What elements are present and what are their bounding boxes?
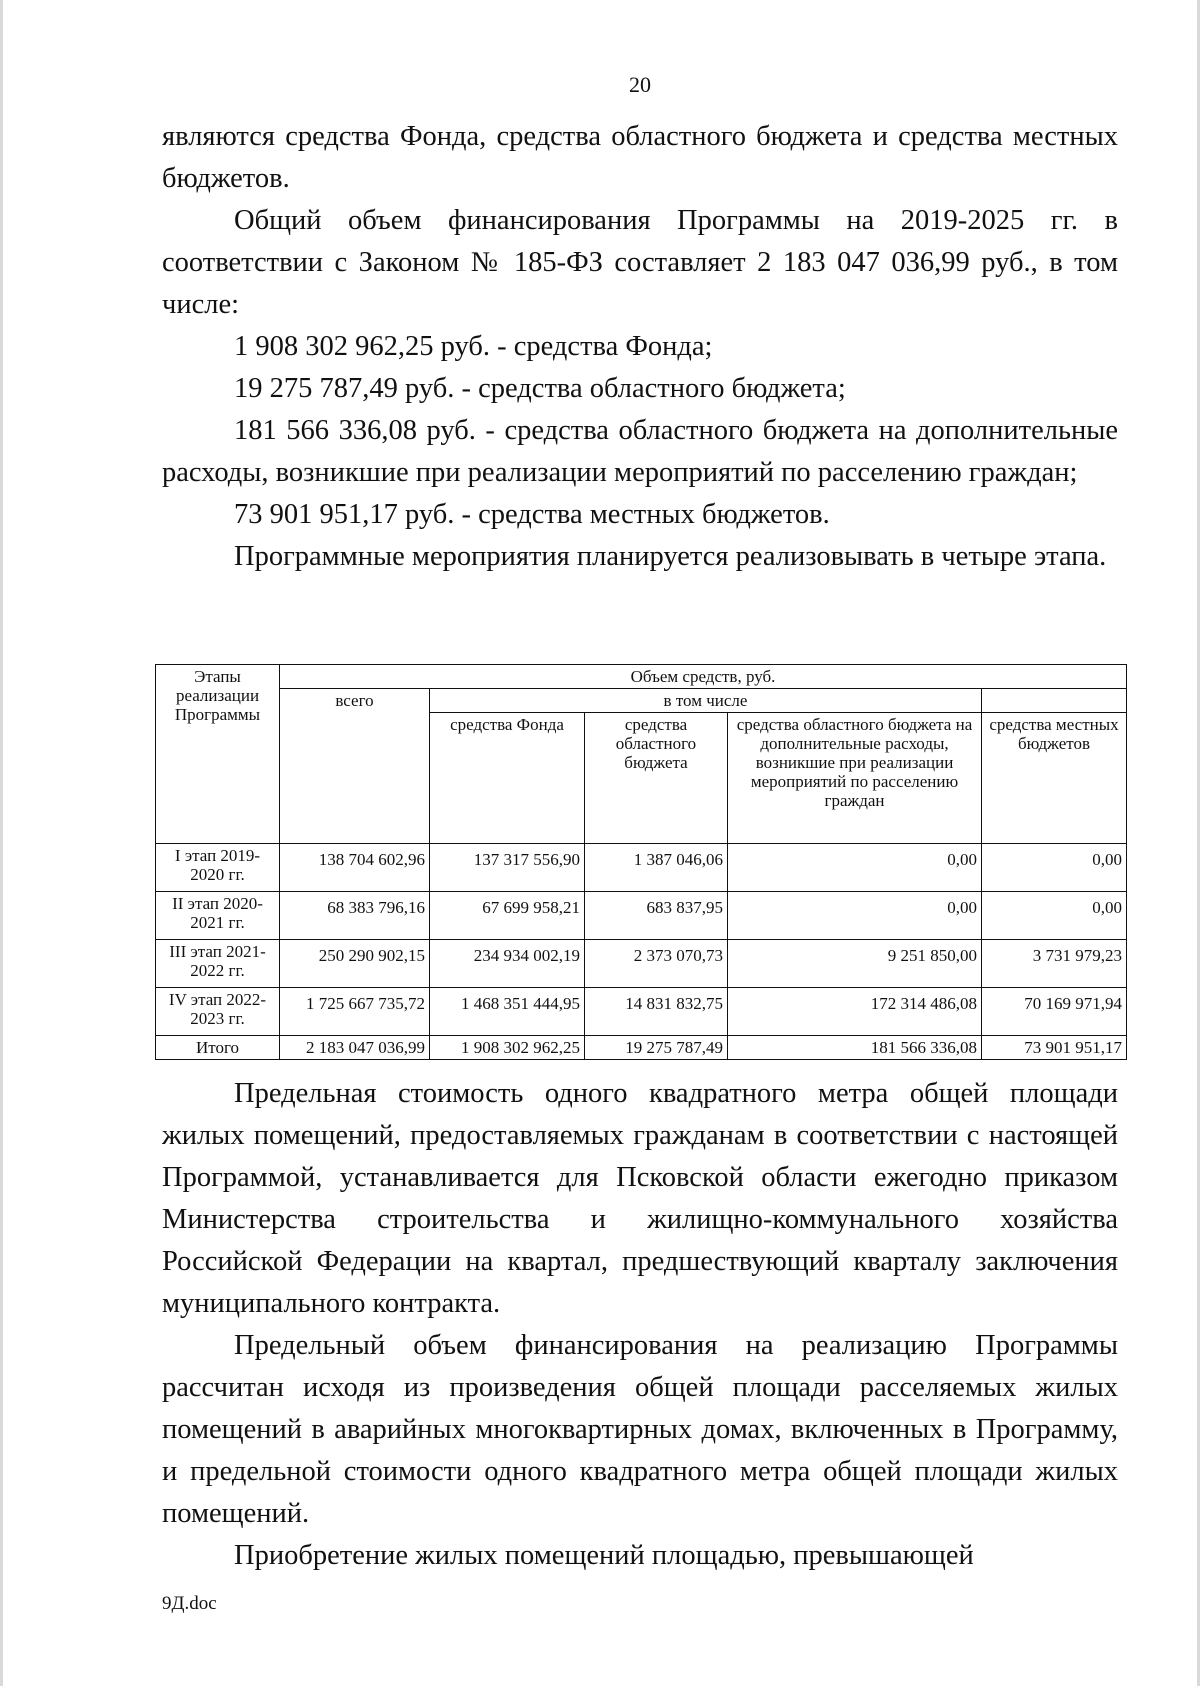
table-row (156, 844, 1127, 892)
paragraph: Общий объем финансирования Программы на 2019-2025 гг. в соответствии с Законом № 185-ФЗ составляет 2 183 047 036,99 руб., в том числе: (162, 205, 1118, 320)
amount-cell: 181 566 336,08 (728, 1036, 982, 1060)
paragraph: 19 275 787,49 руб. - средства областного бюджета; (234, 373, 846, 404)
including-header: в том числе (430, 689, 982, 713)
column-header: средства местных бюджетов (982, 713, 1127, 844)
column-header: средства Фонда (430, 713, 585, 844)
stage-cell: II этап 2020-2021 гг. (156, 892, 280, 940)
amount-cell: 0,00 (982, 892, 1127, 940)
amount-cell: 19 275 787,49 (585, 1036, 728, 1060)
scan-edge-left (0, 0, 3, 1686)
column-header: средства областного бюджета (585, 713, 728, 844)
amount-cell: 2 183 047 036,99 (280, 1036, 430, 1060)
amount-cell: 137 317 556,90 (430, 844, 585, 892)
amount-cell: 138 704 602,96 (280, 844, 430, 892)
stage-cell: Итого (156, 1036, 280, 1060)
amount-cell: 1 468 351 444,95 (430, 988, 585, 1036)
table-row (156, 988, 1127, 1036)
funding-stages-table (155, 664, 1127, 1060)
page-number: 20 (629, 72, 651, 97)
paragraph: 181 566 336,08 руб. - средства областного бюджета на дополнительные расходы, возникшие при реализации мероприятий по расселению граждан; (162, 415, 1118, 488)
stage-cell: I этап 2019-2020 гг. (156, 844, 280, 892)
body-text-bottom (162, 1073, 1118, 1577)
table-header-row (156, 689, 1127, 713)
table-total-row (156, 1036, 1127, 1060)
amount-cell: 1 387 046,06 (585, 844, 728, 892)
amount-cell: 68 383 796,16 (280, 892, 430, 940)
amount-cell: 70 169 971,94 (982, 988, 1127, 1036)
empty-header-cell (982, 689, 1127, 713)
amount-cell: 1 908 302 962,25 (430, 1036, 585, 1060)
amount-cell: 1 725 667 735,72 (280, 988, 430, 1036)
paragraph: Предельный объем финансирования на реализацию Программы рассчитан исходя из произведения общей площади расселяемых жилых помещений в аварийных многоквартирных домах, включенных в Программу, и предельной стоимости одного квадратного метра общей площади жилых помещений. (162, 1330, 1118, 1529)
column-header: средства областного бюджета на дополнительные расходы, возникшие при реализации мероприятий по расселению граждан (728, 713, 982, 844)
amount-cell: 2 373 070,73 (585, 940, 728, 988)
stage-cell: III этап 2021-2022 гг. (156, 940, 280, 988)
amount-cell: 14 831 832,75 (585, 988, 728, 1036)
paragraph: являются средства Фонда, средства областного бюджета и средства местных бюджетов. (162, 121, 1118, 194)
stage-header: Этапы реализации Программы (156, 665, 280, 844)
footer-filename: 9Д.doc (162, 1593, 217, 1614)
table-row (156, 940, 1127, 988)
amount-cell: 234 934 002,19 (430, 940, 585, 988)
amount-cell: 67 699 958,21 (430, 892, 585, 940)
paragraph: Предельная стоимость одного квадратного метра общей площади жилых помещений, предоставляемых гражданам в соответствии с настоящей Программой, устанавливается для Псковской области ежегодно приказом Министерства строительства и жилищно-коммунального хозяйства Российской Федерации на квартал, предшествующий кварталу заключения муниципального контракта. (162, 1078, 1118, 1319)
amount-cell: 250 290 902,15 (280, 940, 430, 988)
total-header: всего (280, 689, 430, 844)
paragraph: Программные мероприятия планируется реализовывать в четыре этапа. (234, 541, 1107, 572)
paragraph: Приобретение жилых помещений площадью, превышающей (234, 1540, 974, 1571)
table-body (156, 844, 1127, 1060)
amount-cell: 9 251 850,00 (728, 940, 982, 988)
paragraph: 73 901 951,17 руб. - средства местных бюджетов. (234, 499, 830, 530)
paragraph: 1 908 302 962,25 руб. - средства Фонда; (234, 331, 713, 362)
amount-cell: 0,00 (728, 892, 982, 940)
body-text-top (162, 116, 1118, 578)
table-row (156, 892, 1127, 940)
amount-cell: 73 901 951,17 (982, 1036, 1127, 1060)
stage-cell: IV этап 2022-2023 гг. (156, 988, 280, 1036)
table-header-row (156, 665, 1127, 689)
amount-cell: 3 731 979,23 (982, 940, 1127, 988)
amount-cell: 0,00 (982, 844, 1127, 892)
volume-header: Объем средств, руб. (280, 665, 1127, 689)
amount-cell: 172 314 486,08 (728, 988, 982, 1036)
amount-cell: 683 837,95 (585, 892, 728, 940)
amount-cell: 0,00 (728, 844, 982, 892)
